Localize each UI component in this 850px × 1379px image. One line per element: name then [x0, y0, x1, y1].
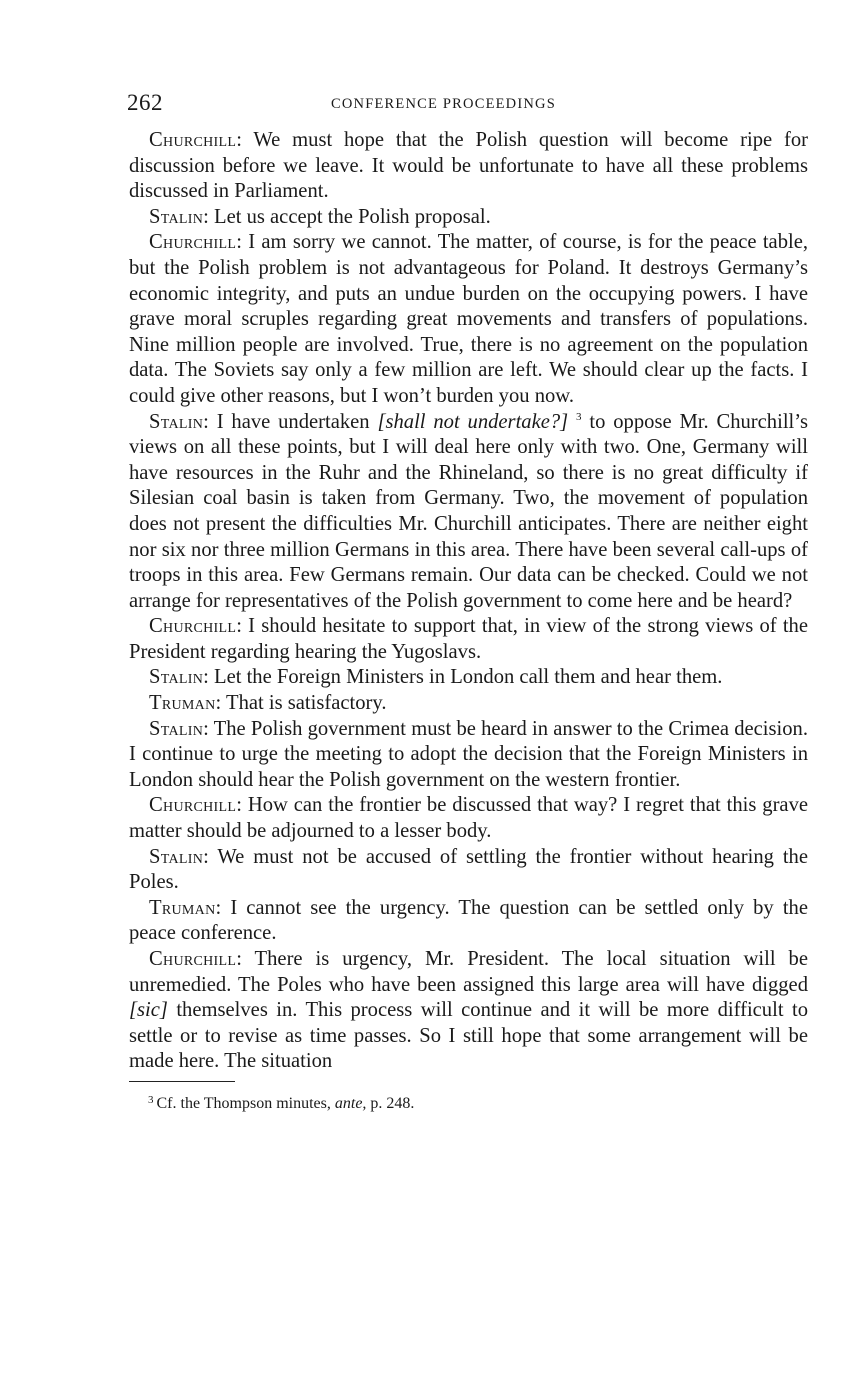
paragraph	[129, 845, 808, 896]
paragraph	[129, 665, 808, 691]
speaker-name: Stalin	[149, 205, 204, 228]
footnote-text: Cf. the Thompson minutes,	[156, 1094, 335, 1112]
paragraph	[129, 230, 808, 409]
footnote-text: p. 248.	[366, 1094, 415, 1112]
speaker-name: Churchill	[149, 948, 237, 970]
speaker-name: Churchill	[149, 129, 237, 151]
paragraph	[129, 128, 808, 205]
editorial-insertion: [sic]	[129, 999, 168, 1022]
paragraph-text: : I cannot see the urgency. The question can be settled only by the peace conference.	[129, 896, 808, 945]
body-text	[129, 128, 808, 1075]
speaker-name: Stalin	[149, 717, 204, 740]
speaker-name: Stalin	[149, 666, 204, 689]
page-number: 262	[127, 90, 163, 115]
paragraph-text: : Let us accept the Polish proposal.	[203, 205, 491, 228]
paragraph-text: : The Polish government must be heard in answer to the Crimea decision. I continue to urge the meeting to adopt the decision that the Foreign Ministers in London should hear the Polish government on the western frontier.	[129, 717, 808, 791]
paragraph-text: : I have undertaken	[203, 410, 378, 433]
paragraph	[129, 793, 808, 844]
speaker-name: Stalin	[149, 845, 204, 868]
editorial-insertion: [shall not undertake?]	[377, 410, 569, 433]
speaker-name: Churchill	[149, 231, 237, 254]
paragraph-text: themselves in. This process will continue and it will be more difficult to settle or to revise as time passes. So I still hope that some arrangement will be made here. The situation	[129, 999, 808, 1073]
footnote	[129, 1090, 808, 1114]
paragraph	[129, 691, 808, 717]
paragraph-text: : There is urgency, Mr. President. The local situation will be unremedied. The Poles who have been assigned this large area will have digged	[129, 948, 808, 996]
paragraph-text: : I am sorry we cannot. The matter, of course, is for the peace table, but the Polish problem is not advantageous for Poland. It destroys Germany’s economic integrity, and puts an undue burden on the occupying powers. I have grave moral scruples regarding great movements and transfers of populations. Nine million people are involved. True, there is no agreement on the population data. The Soviets say only a few million are left. We should clear up the facts. I could give other reasons, but I won’t burden you now.	[129, 231, 808, 407]
paragraph-text: : We must hope that the Polish question will become ripe for discussion before we leave. It would be unfortunate to have all these problems discussed in Parliament.	[129, 129, 808, 203]
paragraph-text: : We must not be accused of settling the frontier without hearing the Poles.	[129, 845, 808, 894]
footnote-number: 3	[148, 1093, 154, 1106]
paragraph	[129, 717, 808, 794]
speaker-name: Churchill	[149, 794, 237, 817]
speaker-name: Truman	[149, 896, 216, 919]
speaker-name: Churchill	[149, 615, 237, 638]
paragraph	[129, 410, 808, 615]
footnote-italic: ante,	[334, 1094, 367, 1112]
paragraph	[129, 614, 808, 665]
paragraph-text: : How can the frontier be discussed that way? I regret that this grave matter should be adjourned to a lesser body.	[129, 794, 808, 843]
paragraph	[129, 205, 808, 231]
page-header	[129, 88, 808, 128]
paragraph-text: to oppose Mr. Churchill’s views on all these points, but I will deal here only with two. One, Germany will have resources in the Ruhr and the Rhineland, so there is no great difficulty if Silesian coal basin is taken from Germany. Two, the movement of population does not present the difficulties Mr. Churchill anticipates. There are neither eight nor six nor three million Germans in this area. There have been several call-ups of troops in this area. Few Germans remain. Our data can be checked. Could we not arrange for representatives of the Polish government to come here and be heard?	[129, 410, 808, 612]
paragraph-text: : That is satisfactory.	[215, 692, 387, 715]
document-page	[129, 88, 808, 1114]
speaker-name: Truman	[149, 692, 216, 715]
running-head: CONFERENCE PROCEEDINGS	[331, 96, 556, 112]
paragraph	[129, 947, 808, 1075]
speaker-name: Stalin	[149, 410, 204, 433]
paragraph	[129, 896, 808, 947]
footnote-reference[interactable]: 3	[576, 410, 582, 423]
footnote-rule	[129, 1081, 235, 1082]
paragraph-text: : I should hesitate to support that, in view of the strong views of the President regarding hearing the Yugoslavs.	[129, 615, 808, 663]
paragraph-text: : Let the Foreign Ministers in London call them and hear them.	[203, 666, 723, 689]
